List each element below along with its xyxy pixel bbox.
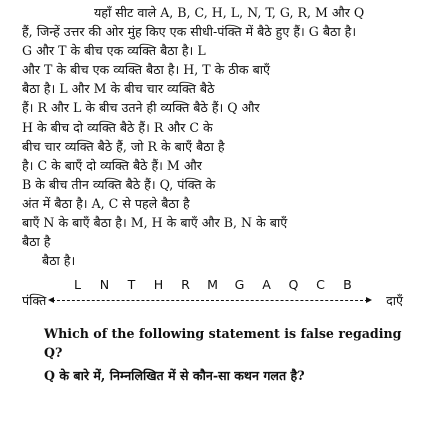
para-line-3: G और T के बीच एक व्यक्ति बैठा है। L <box>22 43 206 59</box>
para-line-2: हैं, जिन्हें उत्तर की ओर मुंह किए एक सीधी-पंक्ति में बैठे हुए हैं। G बैठा है। <box>22 24 357 40</box>
seat-letter: R <box>181 277 190 293</box>
para-line-1: यहाँ सीट वाले A, B, C, H, L, N, T, G, R, M और Q <box>94 5 365 20</box>
seat-letter: A <box>262 277 271 293</box>
seat-letter: C <box>316 277 325 293</box>
seat-letter: L <box>73 277 82 293</box>
seat-letter: T <box>127 277 136 293</box>
para-line-10: B के बीच तीन व्यक्ति बैठे हैं। Q, पंक्ति के <box>22 176 216 192</box>
question-hindi: Q के बारे में, निम्नलिखित में से कौन-सा कथन गलत है? <box>44 368 305 384</box>
seat-letter: G <box>234 277 245 293</box>
seat-letter: H <box>153 277 164 293</box>
para-line-7: H के बीच दो व्यक्ति बैठे हैं। R और C के <box>22 119 213 135</box>
para-line-13: बैठा है <box>22 234 51 250</box>
seat-letter: N <box>99 277 110 293</box>
para-line-9: है। C के बाएँ दो व्यक्ति बैठे हैं। M और <box>22 157 202 173</box>
para-line-8: बीच चार व्यक्ति बैठे हैं, जो R के बाएँ बैठा है <box>22 138 225 154</box>
sequence-arrow-line <box>52 300 368 301</box>
para-line-14: बैठा है। <box>42 253 76 269</box>
puzzle-paragraph <box>22 3 421 270</box>
question-english: Which of the following statement is false regading Q? <box>44 326 402 361</box>
seat-sequence <box>22 274 421 318</box>
para-line-4: और T के बीच एक व्यक्ति बैठा है। H, T के ठीक बाएँ <box>22 62 270 78</box>
seat-letter: Q <box>288 277 299 293</box>
sequence-right-label: दाएँ <box>386 293 403 309</box>
para-line-12: बाएँ N के बाएँ बैठा है। M, H के बाएँ और B, N के बाएँ <box>22 215 288 231</box>
sequence-left-label: पंक्ति <box>22 293 47 309</box>
para-line-6: हैं। R और L के बीच उतने ही व्यक्ति बैठे हैं। Q और <box>22 100 260 116</box>
para-line-11: अंत में बैठा है। A, C से पहले बैठा है <box>22 195 190 211</box>
seat-letter: B <box>343 277 352 293</box>
seat-letter: M <box>207 277 218 293</box>
seat-letters <box>64 277 361 292</box>
para-line-5: बैठा है। L और M के बीच चार व्यक्ति बैठे <box>22 81 215 97</box>
